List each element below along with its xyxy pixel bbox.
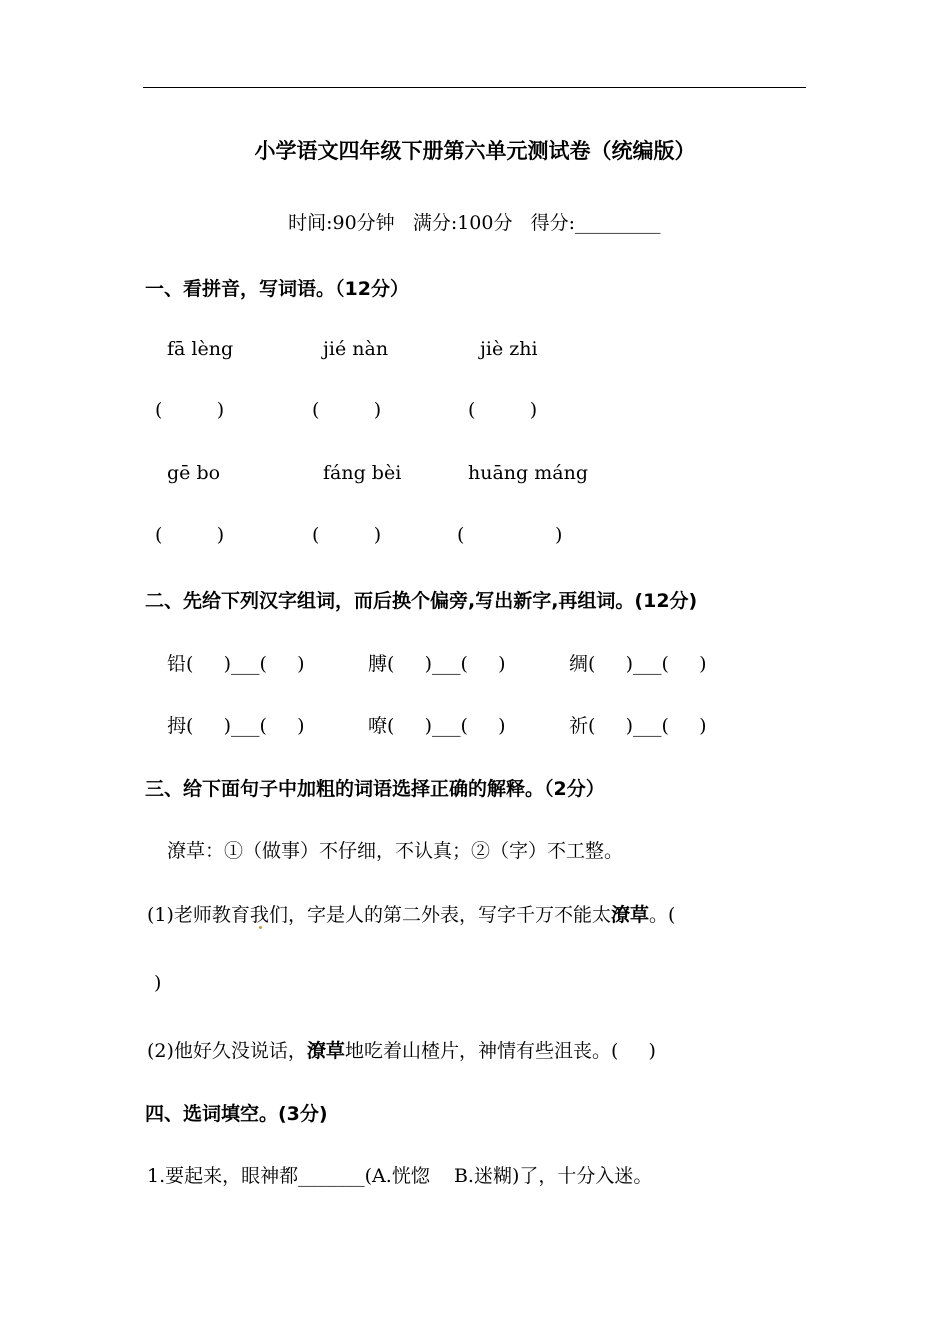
word-item[interactable]: 铅( )___( ) bbox=[167, 653, 305, 675]
question-line bbox=[147, 900, 675, 927]
exam-full-score: 满分:100分 bbox=[412, 212, 513, 234]
answer-paren[interactable]: ( ) bbox=[155, 399, 225, 421]
exam-score-field[interactable]: 得分:_________ bbox=[530, 212, 661, 234]
question-text: 地吃着山楂片，神情有些沮丧。( ) bbox=[344, 1040, 656, 1062]
emphasis-char: 我 bbox=[250, 900, 269, 927]
page-title: 小学语文四年级下册第六单元测试卷（统编版） bbox=[254, 139, 696, 163]
answer-paren[interactable]: ( ) bbox=[457, 524, 563, 546]
question-text: 。( bbox=[648, 904, 676, 926]
pinyin-item: gē bo bbox=[167, 462, 221, 484]
word-item[interactable]: 拇( )___( ) bbox=[167, 715, 305, 737]
top-rule bbox=[143, 87, 806, 88]
answer-paren-close[interactable]: ) bbox=[154, 972, 162, 994]
answer-paren[interactable]: ( ) bbox=[312, 524, 382, 546]
word-item[interactable]: 膊( )___( ) bbox=[368, 653, 506, 675]
pinyin-item: fā lèng bbox=[167, 338, 234, 360]
pinyin-item: jié nàn bbox=[323, 338, 389, 360]
definition-text: 潦草：①（做事）不仔细，不认真；②（字）不工整。 bbox=[167, 840, 624, 862]
word-item[interactable]: 祈( )___( ) bbox=[569, 715, 707, 737]
word-item[interactable]: 绸( )___( ) bbox=[569, 653, 707, 675]
answer-paren[interactable]: ( ) bbox=[155, 524, 225, 546]
bold-word: 潦草 bbox=[610, 904, 649, 926]
exam-time: 时间:90分钟 bbox=[288, 212, 395, 234]
bold-word: 潦草 bbox=[306, 1040, 345, 1062]
question-text: 1.要起来，眼神都 bbox=[147, 1165, 299, 1187]
fill-blank[interactable]: _______ bbox=[298, 1165, 365, 1187]
answer-paren[interactable]: ( ) bbox=[468, 399, 538, 421]
question-line bbox=[147, 1036, 656, 1063]
question-line bbox=[147, 1161, 652, 1188]
answer-paren[interactable]: ( ) bbox=[312, 399, 382, 421]
question-text: (1)老师教育 bbox=[147, 904, 250, 926]
section4-heading: 四、选词填空。(3分) bbox=[145, 1103, 328, 1125]
question-text: (A.恍惚 B.迷糊)了，十分入迷。 bbox=[364, 1165, 653, 1187]
word-item[interactable]: 嘹( )___( ) bbox=[368, 715, 506, 737]
section2-heading: 二、先给下列汉字组词，而后换个偏旁,写出新字,再组词。(12分) bbox=[145, 590, 698, 612]
pinyin-item: fáng bèi bbox=[323, 462, 402, 484]
exam-meta bbox=[276, 186, 661, 235]
section1-heading: 一、看拼音，写词语。（12分） bbox=[145, 278, 409, 300]
question-text: 们，字是人的第二外表，写字千万不能太 bbox=[268, 904, 611, 926]
question-text: (2)他好久没说话， bbox=[147, 1040, 307, 1062]
pinyin-item: huāng máng bbox=[468, 462, 588, 484]
pinyin-item: jiè zhi bbox=[480, 338, 538, 360]
section3-heading: 三、给下面句子中加粗的词语选择正确的解释。（2分） bbox=[145, 778, 605, 800]
